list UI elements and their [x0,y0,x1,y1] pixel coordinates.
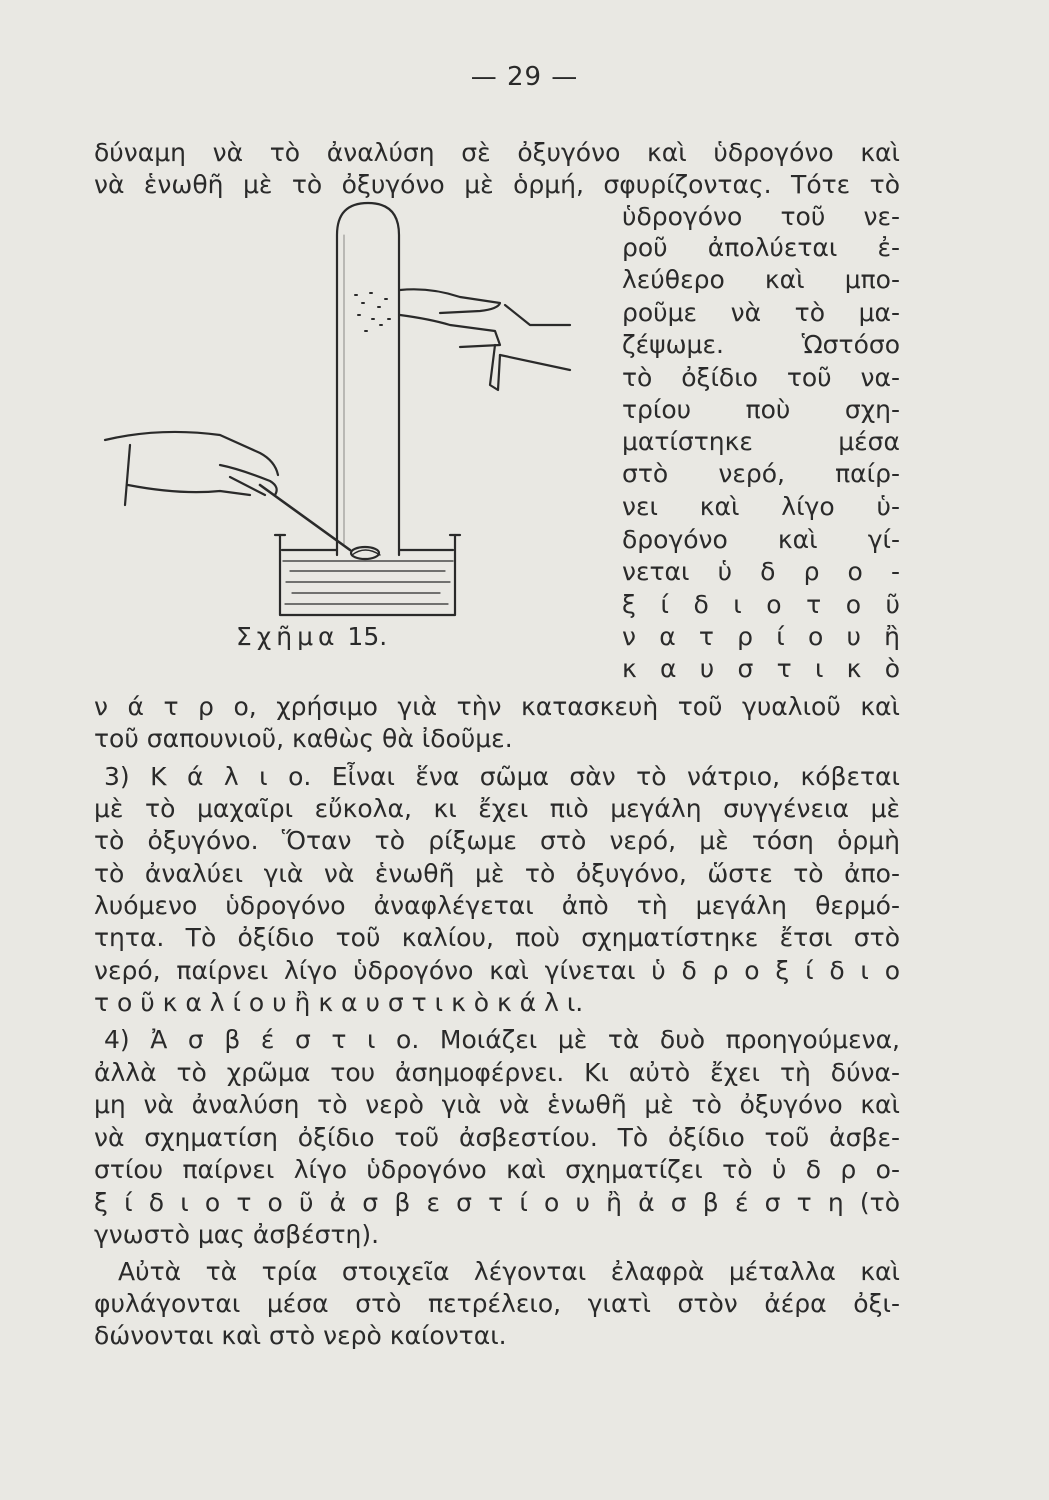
side-text-line: ζέψωμε. Ὡστόσο [622,330,900,359]
text-line: γνωστὸ μας ἀσβέστη). [94,1220,380,1249]
text-line: τητα. Τὸ ὀξίδιο τοῦ καλίου, ποὺ σχηματίστηκε ἔτσι στὸ [94,923,900,952]
text-line: 3) Κ ά λ ι ο. Εἶναι ἕνα σῶμα σὰν τὸ νάτριο, κόβεται [104,762,900,791]
caption-number: 15. [347,622,388,651]
text-line: λυόμενο ὑδρογόνο ἀναφλέγεται ἀπὸ τὴ μεγάλη θερμό- [94,891,900,920]
figure-test-tube-illustration [100,195,605,625]
text-line: δύναμη νὰ τὸ ἀναλύση σὲ ὀξυγόνο καὶ ὑδρογόνο καὶ [94,138,900,167]
side-text-line: λεύθερο καὶ μπο- [622,265,900,294]
text-line: τοῦ σαπουνιοῦ, καθὼς θὰ ἰδοῦμε. [94,724,513,753]
text-line: τὸ ἀναλύει γιὰ νὰ ἑνωθῆ μὲ τὸ ὀξυγόνο, ὥστε τὸ ἀπο- [94,859,900,888]
text-line: ν ά τ ρ ο, χρήσιμο γιὰ τὴν κατασκευὴ τοῦ γυαλιοῦ καὶ [94,692,900,721]
side-text-line: τὸ ὀξίδιο τοῦ να- [622,363,900,392]
text-line: νὰ σχηματίση ὀξίδιο τοῦ ἀσβεστίου. Τὸ ὀξίδιο τοῦ ἀσβε- [94,1123,900,1152]
text-line: φυλάγονται μέσα στὸ πετρέλειο, γιατὶ στὸν ἀέρα ὀξι- [94,1289,900,1318]
text-line: ξ ί δ ι ο τ ο ῦ ἀ σ β ε σ τ ί ο υ ἢ ἀ σ β έ σ τ η (τὸ [94,1188,900,1217]
page-number: — 29 — [470,62,579,92]
text-line: νερό, παίρνει λίγο ὑδρογόνο καὶ γίνεται ὑ δ ρ ο ξ ί δ ι ο [94,956,900,985]
side-text-line: νει καὶ λίγο ὑ- [622,492,900,521]
text-line: ἀλλὰ τὸ χρῶμα του ἀσημοφέρνει. Κι αὐτὸ ἔχει τὴ δύνα- [94,1058,900,1087]
text-line: νὰ ἑνωθῆ μὲ τὸ ὀξυγόνο μὲ ὁρμή, σφυρίζοντας. Τότε τὸ [94,170,900,199]
text-line: στίου παίρνει λίγο ὑδρογόνο καὶ σχηματίζει τὸ ὑ δ ρ ο- [94,1155,900,1184]
text-line: μη νὰ ἀναλύση τὸ νερὸ γιὰ νὰ ἑνωθῆ μὲ τὸ ὀξυγόνο καὶ [94,1090,900,1119]
text-line: 4) Ἀ σ β έ σ τ ι ο. Μοιάζει μὲ τὰ δυὸ προηγούμενα, [104,1025,900,1054]
text-line: τὸ ὀξυγόνο. Ὅταν τὸ ρίξωμε στὸ νερό, μὲ τόση ὁρμὴ [94,826,900,855]
figure-caption [236,622,387,651]
side-text-line: δρογόνο καὶ γί- [622,525,900,554]
side-text-line: ὑδρογόνο τοῦ νε- [622,202,900,231]
side-text-line: ν α τ ρ ί ο υ ἢ [622,622,900,651]
text-line: τ ο ῦ κ α λ ί ο υ ἢ κ α υ σ τ ι κ ὸ κ ά λ ι. [94,988,584,1017]
side-text-line: κ α υ σ τ ι κ ὸ [622,654,900,683]
side-text-line: ματίστηκε μέσα [622,427,900,456]
side-text-line: τρίου ποὺ σχη- [622,395,900,424]
side-text-line: ροῦμε νὰ τὸ μα- [622,298,900,327]
side-text-line: στὸ νερό, παίρ- [622,459,900,488]
side-text-line: νεται ὑ δ ρ ο - [622,557,900,586]
text-line: Αὐτὰ τὰ τρία στοιχεῖα λέγονται ἐλαφρὰ μέταλλα καὶ [118,1257,900,1286]
side-text-line: ροῦ ἀπολύεται ἐ- [622,233,900,262]
text-line: δώνονται καὶ στὸ νερὸ καίονται. [94,1321,507,1350]
text-line: μὲ τὸ μαχαῖρι εὔκολα, κι ἔχει πιὸ μεγάλη συγγένεια μὲ [94,794,900,823]
side-text-line: ξ ί δ ι ο τ ο ῦ [622,590,900,619]
caption-word: Σχῆμα [236,622,340,651]
